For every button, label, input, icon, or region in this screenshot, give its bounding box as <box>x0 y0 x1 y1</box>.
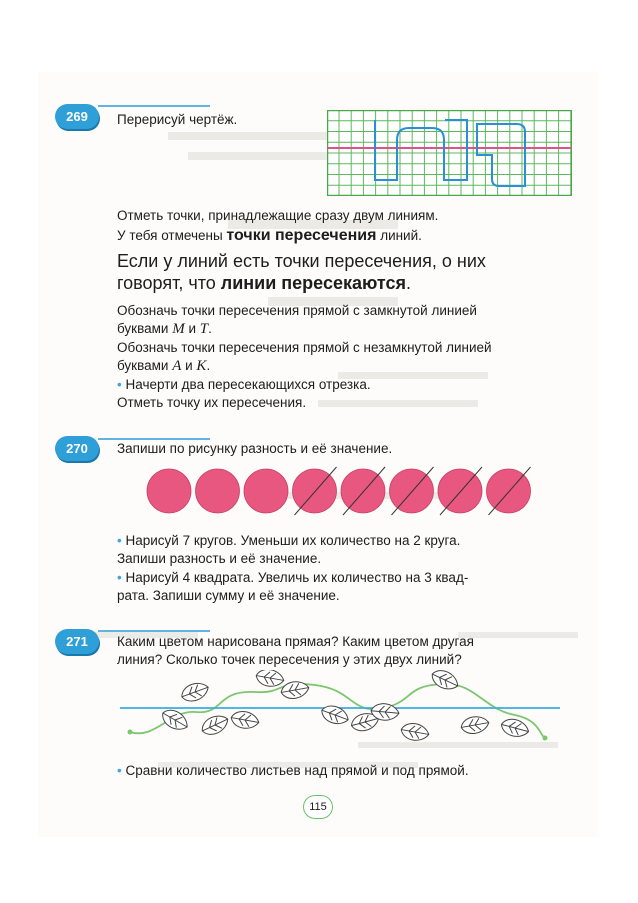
ex269-paragraph-2: У тебя отмечены точки пересечения линий. <box>117 227 422 244</box>
rule-line-1: Если у линий есть точки пересечения, о них <box>117 251 486 271</box>
bullet-icon: • <box>117 570 122 585</box>
ex269-task3-line1: • Начерти два пересекающихся отрезка. <box>117 377 371 392</box>
crossed-circle <box>341 469 385 513</box>
leaf-icon <box>460 714 490 735</box>
ex270-bullet2-line1: • Нарисуй 4 квадрата. Увеличь их количество на 3 квад- <box>117 570 469 585</box>
term-intersection-points: точки пересечения <box>226 227 377 244</box>
exercise-number-270: 270 <box>55 436 99 461</box>
leaf-icon <box>400 721 430 742</box>
leaf-icon <box>230 709 260 730</box>
ex270-bullet1-line1: • Нарисуй 7 кругов. Уменьши их количество на 2 круга. <box>117 533 461 548</box>
crossed-circle <box>438 469 482 513</box>
header-rule-269 <box>98 105 210 107</box>
circles-row <box>145 465 545 517</box>
bullet-icon: • <box>117 377 122 392</box>
ex271-line2: линия? Сколько точек пересечения у этих двух линий? <box>117 652 462 667</box>
bullet-icon: • <box>117 533 122 548</box>
grid-drawing <box>327 110 572 196</box>
header-rule-271 <box>98 630 210 632</box>
ex270-bullet2-line2: рата. Запиши сумму и её значение. <box>117 588 340 603</box>
crossed-circle <box>390 469 434 513</box>
ex269-title: Перерисуй чертёж. <box>117 112 238 127</box>
rule-line-2: говорят, что линии пересекаются. <box>117 273 412 293</box>
ex269-task3-line2: Отметь точку их пересечения. <box>117 395 307 410</box>
ex271-task: • Сравни количество листьев над прямой и под прямой. <box>117 763 469 778</box>
crossed-circle <box>293 469 337 513</box>
leaf-icon <box>179 679 211 704</box>
exercise-number-271: 271 <box>55 629 99 654</box>
ex269-task1-line2: буквами M и T. <box>117 321 212 337</box>
ex269-task2-line1: Обозначь точки пересечения прямой с незамкнутой линией <box>117 340 492 355</box>
ex269-task1-line1: Обозначь точки пересечения прямой с замкнутой линией <box>117 303 477 318</box>
leaf-icon <box>319 702 351 727</box>
ex270-title: Запиши по рисунку разность и её значение. <box>117 441 393 456</box>
ex271-line1: Каким цветом нарисована прямая? Каким цветом другая <box>117 634 474 649</box>
page-number: 115 <box>303 795 333 819</box>
leaf-icon <box>499 716 530 739</box>
term-lines-intersect: линии пересекаются <box>220 273 407 293</box>
leaves-drawing <box>115 670 565 755</box>
circle <box>147 469 191 513</box>
leaf-icon <box>199 712 231 739</box>
leaf-icon <box>280 679 310 700</box>
ex269-task2-line2: буквами A и K. <box>117 358 211 374</box>
leaf-icon <box>159 706 191 734</box>
ex270-bullet1-line2: Запиши разность и её значение. <box>117 551 322 566</box>
exercise-number-269: 269 <box>55 104 99 129</box>
leaf-icon <box>255 670 285 689</box>
bullet-icon: • <box>117 763 122 778</box>
circle <box>196 469 240 513</box>
ex269-paragraph-1: Отметь точки, принадлежащие сразу двум линиям. <box>117 208 439 223</box>
crossed-circle <box>487 469 531 513</box>
leaf-icon <box>429 670 461 693</box>
circle <box>244 469 288 513</box>
